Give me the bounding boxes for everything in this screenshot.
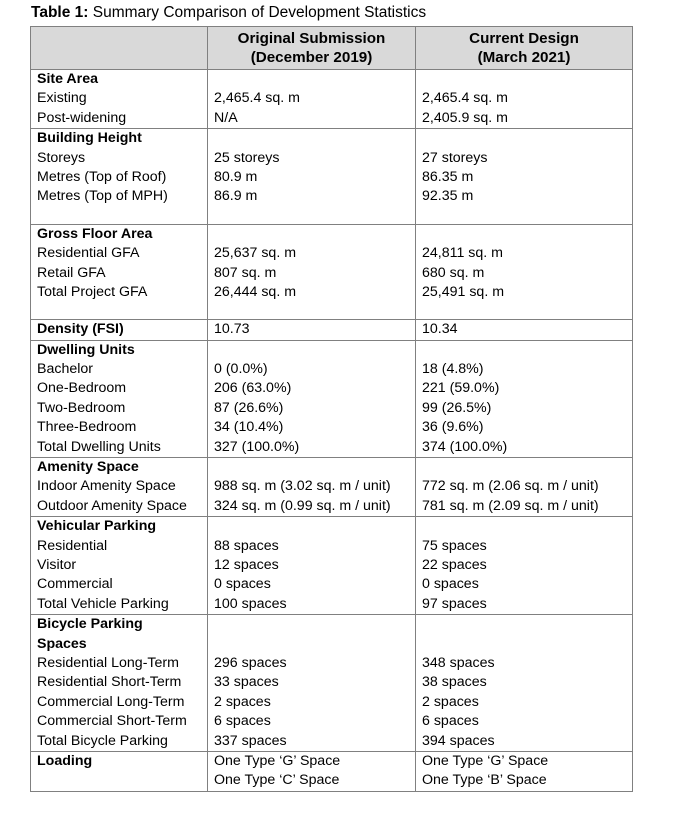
site-area-original	[208, 70, 416, 129]
dwelling-units-current	[416, 340, 633, 457]
table-row	[31, 458, 633, 517]
header-row	[31, 27, 633, 70]
cell-value: 33 spaces	[214, 674, 279, 691]
cell-value: 25,637 sq. m	[214, 245, 297, 262]
section-heading: Dwelling Units	[37, 341, 135, 358]
density-current	[416, 320, 633, 340]
cell-value: 75 spaces	[422, 537, 487, 554]
table-row	[31, 615, 633, 752]
cell-value: 680 sq. m	[422, 264, 485, 281]
vehicular-labels	[31, 517, 208, 615]
row-label: Retail GFA	[37, 264, 106, 281]
cell-value: 38 spaces	[422, 674, 487, 691]
section-heading: Site Area	[37, 71, 98, 87]
cell-value: 2,405.9 sq. m	[422, 109, 508, 126]
cell-value: 2,465.4 sq. m	[214, 90, 300, 107]
cell-value: 0 spaces	[422, 576, 479, 593]
row-label: Residential GFA	[37, 245, 140, 262]
row-label: Three-Bedroom	[37, 419, 137, 436]
cell-value: 772 sq. m (2.06 sq. m / unit)	[422, 478, 599, 495]
density-original	[208, 320, 416, 340]
cell-value: 86.9 m	[214, 188, 258, 205]
cell-value: 99 (26.5%)	[422, 399, 492, 416]
section-heading: Amenity Space	[37, 459, 139, 476]
site-area-labels	[31, 70, 208, 129]
row-label: Visitor	[37, 556, 77, 573]
cell-value: 0 spaces	[214, 576, 271, 593]
building-height-original	[208, 129, 416, 225]
vehicular-current	[416, 517, 633, 615]
building-height-current	[416, 129, 633, 225]
cell-value: 97 spaces	[422, 595, 487, 612]
cell-value: 80.9 m	[214, 168, 258, 185]
row-label: Residential	[37, 537, 108, 554]
dwelling-units-labels	[31, 340, 208, 457]
amenity-labels	[31, 458, 208, 517]
table-row	[31, 340, 633, 457]
cell-value: 86.35 m	[422, 168, 474, 185]
cell-value: 206 (63.0%)	[214, 380, 292, 397]
row-label: Two-Bedroom	[37, 399, 126, 416]
cell-value: 18 (4.8%)	[422, 361, 484, 378]
cell-value: 324 sq. m (0.99 sq. m / unit)	[214, 497, 391, 514]
cell-value: 337 spaces	[214, 732, 287, 749]
cell-value: 12 spaces	[214, 556, 279, 573]
row-label: Metres (Top of Roof)	[37, 168, 167, 185]
cell-value: 374 (100.0%)	[422, 438, 508, 455]
header-original-line2: (December 2019)	[250, 49, 373, 67]
header-original-submission	[208, 27, 416, 70]
cell-value: One Type ‘G’ Space	[214, 752, 341, 769]
cell-value: 25,491 sq. m	[422, 283, 505, 300]
section-heading: Vehicular Parking	[37, 518, 157, 535]
row-label: Commercial Short-Term	[37, 713, 187, 730]
row-label: Metres (Top of MPH)	[37, 188, 168, 205]
row-label: Residential Short-Term	[37, 674, 182, 691]
gfa-labels	[31, 224, 208, 320]
section-heading: Gross Floor Area	[37, 225, 153, 242]
cell-value: N/A	[214, 109, 238, 126]
cell-value: One Type ‘G’ Space	[422, 752, 549, 769]
header-current-line1: Current Design	[469, 30, 579, 47]
row-label: One-Bedroom	[37, 380, 127, 397]
header-current-design	[416, 27, 633, 70]
bicycle-labels	[31, 615, 208, 752]
header-original-line1: Original Submission	[237, 30, 386, 47]
amenity-current	[416, 458, 633, 517]
cell-value: 92.35 m	[422, 188, 474, 205]
header-blank-cell	[31, 27, 208, 70]
cell-value: 221 (59.0%)	[422, 380, 500, 397]
bicycle-current	[416, 615, 633, 752]
row-label: Total Dwelling Units	[37, 438, 161, 455]
dwelling-units-original	[208, 340, 416, 457]
row-label: Storeys	[37, 149, 86, 166]
table-row	[31, 129, 633, 225]
loading-current	[416, 751, 633, 791]
cell-value: 27 storeys	[422, 149, 488, 166]
cell-value: 781 sq. m (2.09 sq. m / unit)	[422, 497, 599, 514]
cell-value: 100 spaces	[214, 595, 287, 612]
section-heading: Density (FSI)	[37, 321, 124, 338]
row-label: Total Project GFA	[37, 283, 148, 300]
row-label: Post-widening	[37, 109, 127, 126]
table-row	[31, 224, 633, 320]
header-current-line2: (March 2021)	[477, 49, 571, 67]
caption-label: Table 1:	[31, 4, 89, 21]
row-label: Residential Long-Term	[37, 654, 179, 671]
cell-value: One Type ‘C’ Space	[214, 772, 340, 789]
row-label: Outdoor Amenity Space	[37, 497, 187, 514]
table-row	[31, 320, 633, 340]
cell-value: 10.73	[214, 321, 250, 338]
cell-value: 348 spaces	[422, 654, 495, 671]
cell-value: 6 spaces	[422, 713, 479, 730]
cell-value: 87 (26.6%)	[214, 399, 284, 416]
amenity-original	[208, 458, 416, 517]
vehicular-original	[208, 517, 416, 615]
cell-value: One Type ‘B’ Space	[422, 772, 547, 789]
cell-value: 88 spaces	[214, 537, 279, 554]
row-label: Total Bicycle Parking	[37, 732, 168, 749]
row-label: Indoor Amenity Space	[37, 478, 176, 495]
building-height-labels	[31, 129, 208, 225]
loading-original	[208, 751, 416, 791]
gfa-original	[208, 224, 416, 320]
caption-text: Summary Comparison of Development Statistics	[92, 4, 427, 21]
table-row	[31, 751, 633, 791]
cell-value: 2,465.4 sq. m	[422, 90, 508, 107]
row-label: Bachelor	[37, 361, 93, 378]
cell-value: 10.34	[422, 321, 458, 338]
density-label	[31, 320, 208, 340]
cell-value: 988 sq. m (3.02 sq. m / unit)	[214, 478, 391, 495]
cell-value: 36 (9.6%)	[422, 419, 484, 436]
cell-value: 327 (100.0%)	[214, 438, 300, 455]
table-caption	[31, 4, 426, 22]
section-heading: Loading	[37, 752, 93, 769]
section-heading: Building Height	[37, 130, 142, 147]
bicycle-original	[208, 615, 416, 752]
cell-value: 296 spaces	[214, 654, 287, 671]
gfa-current	[416, 224, 633, 320]
cell-value: 25 storeys	[214, 149, 280, 166]
table-row	[31, 70, 633, 129]
cell-value: 6 spaces	[214, 713, 271, 730]
cell-value: 2 spaces	[422, 693, 479, 710]
cell-value: 26,444 sq. m	[214, 283, 297, 300]
site-area-current	[416, 70, 633, 129]
table-row	[31, 517, 633, 615]
section-heading: Bicycle Parking	[37, 616, 143, 633]
row-label: Total Vehicle Parking	[37, 595, 169, 612]
cell-value: 34 (10.4%)	[214, 419, 284, 436]
loading-label	[31, 751, 208, 791]
cell-value: 394 spaces	[422, 732, 495, 749]
row-label: Existing	[37, 90, 87, 107]
cell-value: 22 spaces	[422, 556, 487, 573]
cell-value: 24,811 sq. m	[422, 245, 503, 262]
section-heading-line2: Spaces	[37, 635, 87, 652]
cell-value: 2 spaces	[214, 693, 271, 710]
development-statistics-table	[30, 26, 633, 792]
cell-value: 807 sq. m	[214, 264, 277, 281]
cell-value: 0 (0.0%)	[214, 361, 268, 378]
row-label: Commercial Long-Term	[37, 693, 185, 710]
row-label: Commercial	[37, 576, 113, 593]
